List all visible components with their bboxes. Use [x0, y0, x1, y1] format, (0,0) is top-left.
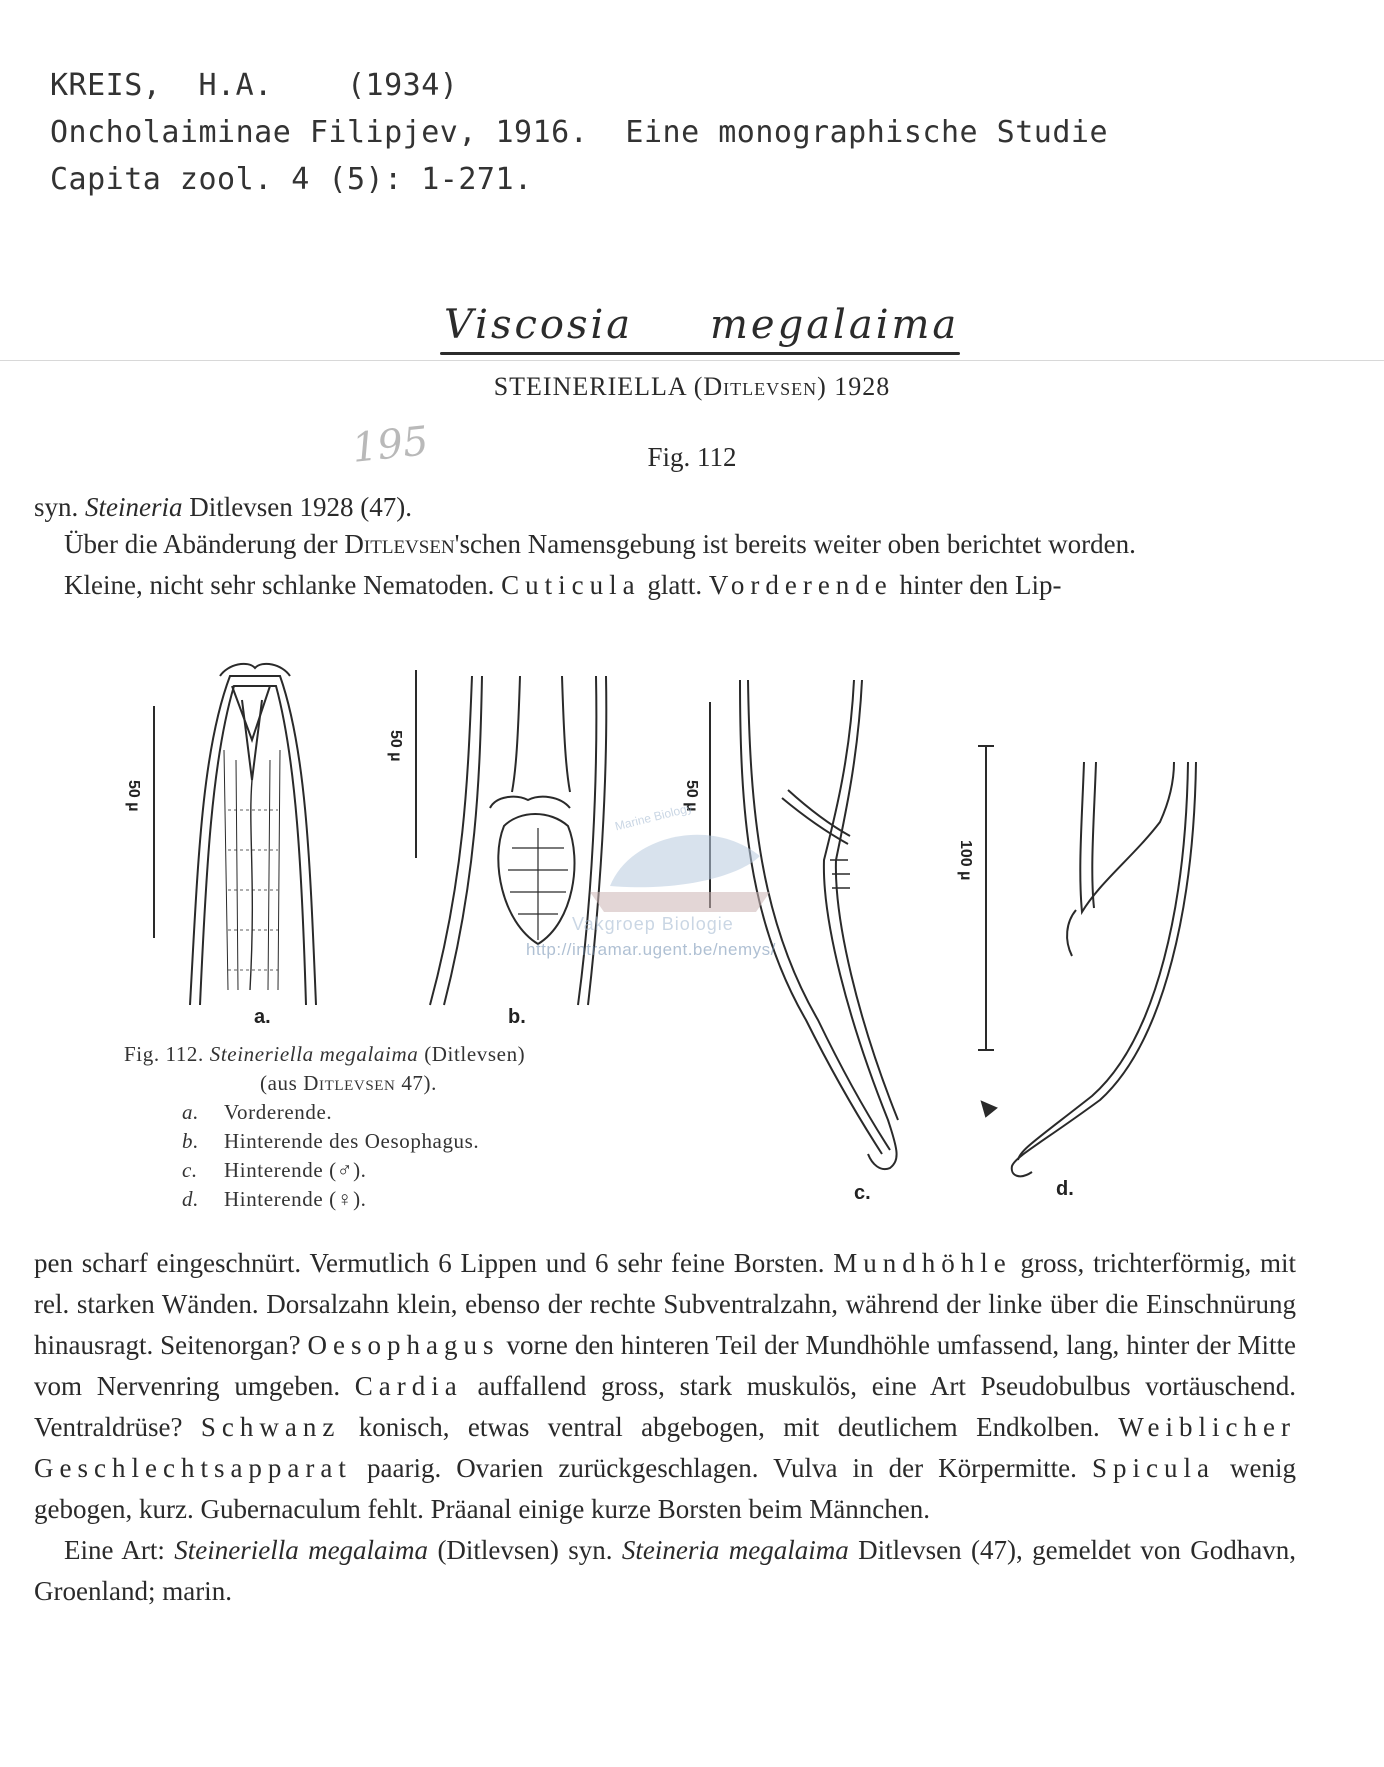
scale-label-a: 50 µ — [125, 780, 142, 812]
paragraph-description-start: Kleine, nicht sehr schlanke Nematoden. Cuticula glatt. Vorderende hinter den Lip- — [64, 570, 1062, 600]
caption-item: b. Hinterende des Oesophagus. — [182, 1129, 480, 1153]
handwritten-genus: Viscosia — [444, 302, 634, 348]
watermark-url: http://intramar.ugent.be/nemys/ — [526, 940, 776, 959]
upper-text-block — [34, 489, 1296, 604]
handwritten-page-number: 195 — [349, 418, 431, 472]
handwritten-species: megalaima — [710, 302, 960, 348]
panel-d-drawing — [978, 746, 1196, 1176]
caption-species: Steineriella megalaima — [209, 1042, 419, 1066]
caption-item: d. Hinterende (♀). — [182, 1187, 367, 1211]
synonym-line: syn. Steineria Ditlevsen 1928 (47). — [34, 492, 412, 522]
keyword-spicula: Spicula — [1091, 1453, 1215, 1483]
caption-item: c. Hinterende (♂). — [182, 1158, 367, 1182]
title-underline — [440, 352, 960, 355]
citation-journal-line: Capita zool. 4 (5): 1-271. — [50, 162, 533, 197]
paragraph-species-list: Eine Art: Steineriella megalaima (Ditlevsen) syn. Steineria megalaima Ditlevsen (47), gemeldet von Godhavn, Groenland; marin. — [34, 1535, 1297, 1606]
paragraph-naming: Über die Abänderung der Ditlevsen'schen Namensgebung ist bereits weiter oben berichtet worden. — [64, 529, 1136, 559]
keyword-mundhoehle: Mundhöhle — [833, 1248, 1012, 1278]
keyword-vorderende: Vorderende — [708, 570, 893, 600]
panel-label-b: b. — [508, 1006, 526, 1028]
lower-text-block — [34, 1243, 1296, 1612]
synonym-genus: Steineria — [85, 492, 183, 522]
scale-label-c: 50 µ — [683, 780, 700, 812]
panel-label-d: d. — [1056, 1178, 1074, 1200]
keyword-oesophagus: Oesophagus — [307, 1330, 500, 1360]
watermark-arc-text: Marine Biology — [613, 800, 694, 834]
panel-a-drawing — [154, 664, 316, 1005]
citation-author-line: KREIS, H.A. (1934) — [50, 68, 459, 103]
scan-edge-line — [0, 360, 1384, 361]
keyword-geschlechtsapparat: Weiblicher Geschlechtsapparat — [34, 1412, 1297, 1483]
genus-year: 1928 — [834, 372, 891, 401]
watermark — [520, 796, 860, 966]
handwritten-species-title — [440, 300, 960, 360]
caption-source: (aus Ditlevsen 47). — [260, 1071, 437, 1095]
keyword-cardia: Cardia — [354, 1371, 463, 1401]
watermark-institute: Vakgroep Biologie — [572, 914, 734, 934]
scale-label-d: 100 µ — [957, 840, 974, 881]
genus-author: (Ditlevsen) — [693, 372, 827, 401]
genus-heading — [0, 372, 1384, 402]
citation-title-line: Oncholaiminae Filipjev, 1916. Eine monographische Studie — [50, 115, 1109, 150]
keyword-cuticula: Cuticula — [501, 570, 641, 600]
genus-name: STEINERIELLA — [493, 372, 687, 401]
panel-label-c: c. — [854, 1182, 871, 1204]
paragraph-description-continued: pen scharf eingeschnürt. Vermutlich 6 Lippen und 6 sehr feine Borsten. Mundhöhle gross, trichterförmig, mit rel. starken Wänden. Dorsalzahn klein, ebenso der rechte Subventralzahn, während der linke über die Einschnürung hinausragt. Seitenorgan? Oesophagus vorne den hinteren Teil der Mundhöhle umfassend, lang, hinter der Mitte vom Nervenring umgeben. Cardia auffallend gross, stark muskulös, eine Art Pseudobulbus vortäuschend. Ventraldrüse? Schwanz konisch, etwas ventral abgebogen, mit deutlichem Endkolben. Weiblicher Geschlechtsapparat paarig. Ovarien zurückgeschlagen. Vulva in der Körpermitte. Spicula wenig gebogen, kurz. Gubernaculum fehlt. Präanal einige kurze Borsten beim Männchen. — [34, 1248, 1297, 1524]
scale-label-b: 50 µ — [387, 730, 404, 762]
panel-label-a: a. — [254, 1006, 271, 1028]
caption-item: a. Vorderende. — [182, 1100, 333, 1124]
citation-block — [50, 62, 1108, 203]
caption-title: Fig. 112. Steineriella megalaima (Ditlevsen) — [124, 1042, 526, 1066]
figure-reference-heading: Fig. 112 — [647, 442, 737, 472]
keyword-schwanz: Schwanz — [200, 1412, 341, 1442]
figure-caption — [124, 1040, 684, 1214]
